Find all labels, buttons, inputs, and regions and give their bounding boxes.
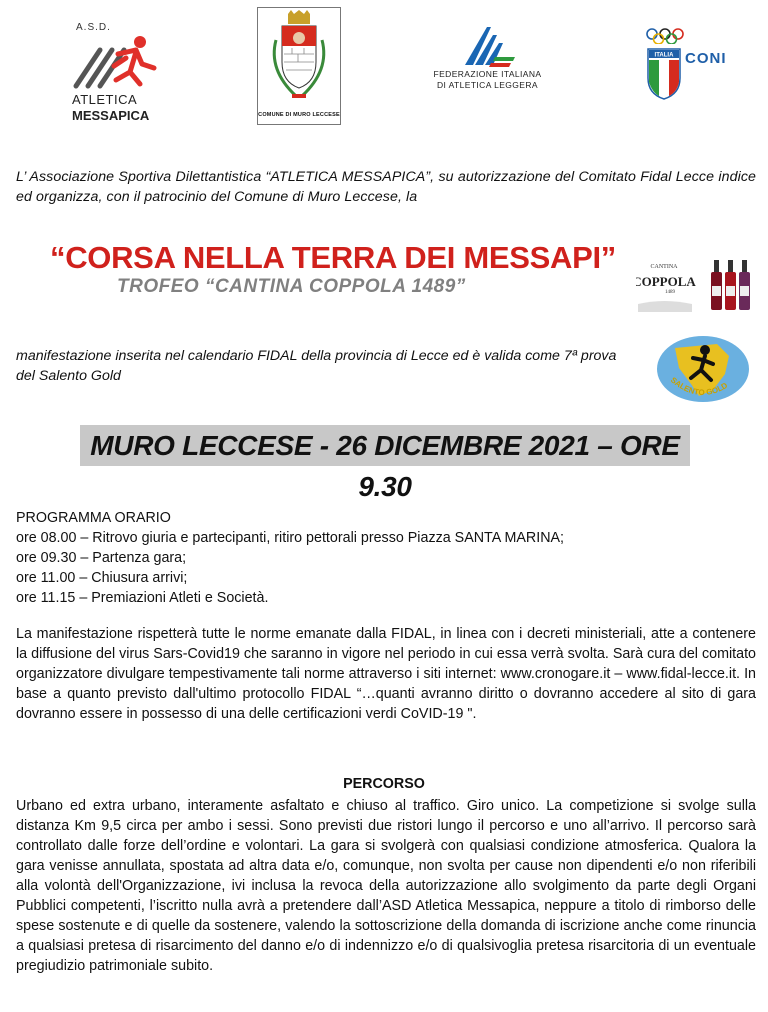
cantina-coppola-logo bbox=[636, 258, 754, 316]
logo-asd-text: A.S.D. bbox=[76, 22, 111, 33]
salento-gold-logo bbox=[655, 334, 751, 404]
programma-section bbox=[16, 508, 756, 608]
fidal-line2: DI ATLETICA LEGGERA bbox=[437, 80, 538, 90]
percorso-heading: PERCORSO bbox=[343, 776, 425, 792]
wine-bottles-icon bbox=[636, 258, 754, 316]
manifestazione-text: manifestazione inserita nel calendario FIDAL della provincia di Lecce ed è valida come 7ª prova del Salento Gold bbox=[16, 348, 617, 384]
italia-badge-text: ITALIA bbox=[654, 52, 674, 59]
fidal-logo bbox=[425, 25, 550, 100]
logo-messapica-text: MESSAPICA bbox=[72, 108, 150, 123]
runner-icon bbox=[70, 28, 160, 98]
norme-paragraph: La manifestazione rispetterà tutte le norme emanate dalla FIDAL, in linea con i decreti ministeriali, atte a contenere la diffusione del virus Sars-Covid19 che saranno in vigore nel periodo in cui essa verrà svolta. Sarà cura del comitato organizzatore divulgare tempestivamente tali norme attraverso i siti internet: www.cronogare.it – www.fidal-lecce.it. In base a quanto previsto dall'ultimo protocollo FIDAL “…quanti avranno diritto o dovranno accedere al sito di gara dovranno essere in possesso di una delle certificazioni verdi CoVID-19 ". bbox=[16, 626, 756, 722]
coni-logo bbox=[645, 28, 740, 100]
intro-paragraph: L’ Associazione Sportiva Dilettantistica “ATLETICA MESSAPICA”, su autorizzazione del Comitato Fidal Lecce indice ed organizza, con il patrocinio del Comune di Muro Leccese, la bbox=[16, 169, 756, 205]
coppola-small-text: CANTINA bbox=[650, 264, 678, 270]
olympic-rings-icon bbox=[645, 28, 685, 44]
fidal-line1: FEDERAZIONE ITALIANA bbox=[433, 69, 542, 79]
date-banner: MURO LECCESE - 26 DICEMBRE 2021 – ORE 9.30 bbox=[80, 425, 690, 466]
programma-item: ore 11.00 – Chiusura arrivi; bbox=[16, 570, 188, 586]
programma-item: ore 11.15 – Premiazioni Atleti e Società. bbox=[16, 590, 269, 606]
salento-runner-icon bbox=[655, 334, 751, 404]
event-title: “CORSA NELLA TERRA DEI MESSAPI” bbox=[50, 240, 616, 275]
logo-atletica-text: ATLETICA bbox=[72, 92, 138, 107]
programma-item: ore 08.00 – Ritrovo giuria e partecipanti, ritiro pettorali presso Piazza SANTA MARINA; bbox=[16, 530, 565, 546]
coni-text: CONI bbox=[685, 50, 727, 67]
coppola-year-text: 1489 bbox=[665, 290, 675, 295]
coppola-name-text: COPPOLA bbox=[636, 274, 696, 289]
salento-gold-text: SALENTO GOLD bbox=[668, 375, 730, 398]
percorso-paragraph: Urbano ed extra urbano, interamente asfaltato e chiuso al traffico. Giro unico. La competizione si svolge sulla distanza Km 9,5 circa per ambo i sessi. Sono previsti due ristori lungo il percorso e uno all’arrivo. Il percorso sarà controllato dalle forze dell’ordine e volontari. La gara si svolgerà con qualsiasi condizione atmosferica. Qualora la gara venisse annullata, spostata ad altra data e/o, comunque, non svolta per cause non dipendenti e/o non riferibili alla volontà dell'Organizzazione, ivi inclusa la revoca della autorizzazione allo svolgimento da parte degli Organi Pubblici competenti, l’iscritto nulla avrà a pretendere dall’ASD Atletica Messapica, neppure a titolo di rimborso delle spese sostenute e di quelle da sostenere, valendo la sottoscrizione della domanda di iscrizione anche come rinuncia a qualsiasi pretesa di risarcimento del danno e/o di indennizzo e/o di qualsivoglia pretesa risarcitoria di un eventuale pregiudizio patrimoniale subito. bbox=[16, 798, 756, 974]
italia-shield-icon bbox=[647, 48, 681, 100]
atletica-messapica-logo bbox=[70, 20, 160, 123]
comune-caption: COMUNE DI MURO LECCESE bbox=[258, 112, 340, 118]
programma-heading: PROGRAMMA ORARIO bbox=[16, 510, 171, 526]
comune-muro-leccese-logo bbox=[257, 7, 341, 125]
fidal-emblem-icon bbox=[425, 25, 550, 69]
event-subtitle: TROFEO “CANTINA COPPOLA 1489” bbox=[117, 276, 466, 297]
coat-of-arms-icon bbox=[258, 10, 340, 110]
programma-item: ore 09.30 – Partenza gara; bbox=[16, 550, 187, 566]
